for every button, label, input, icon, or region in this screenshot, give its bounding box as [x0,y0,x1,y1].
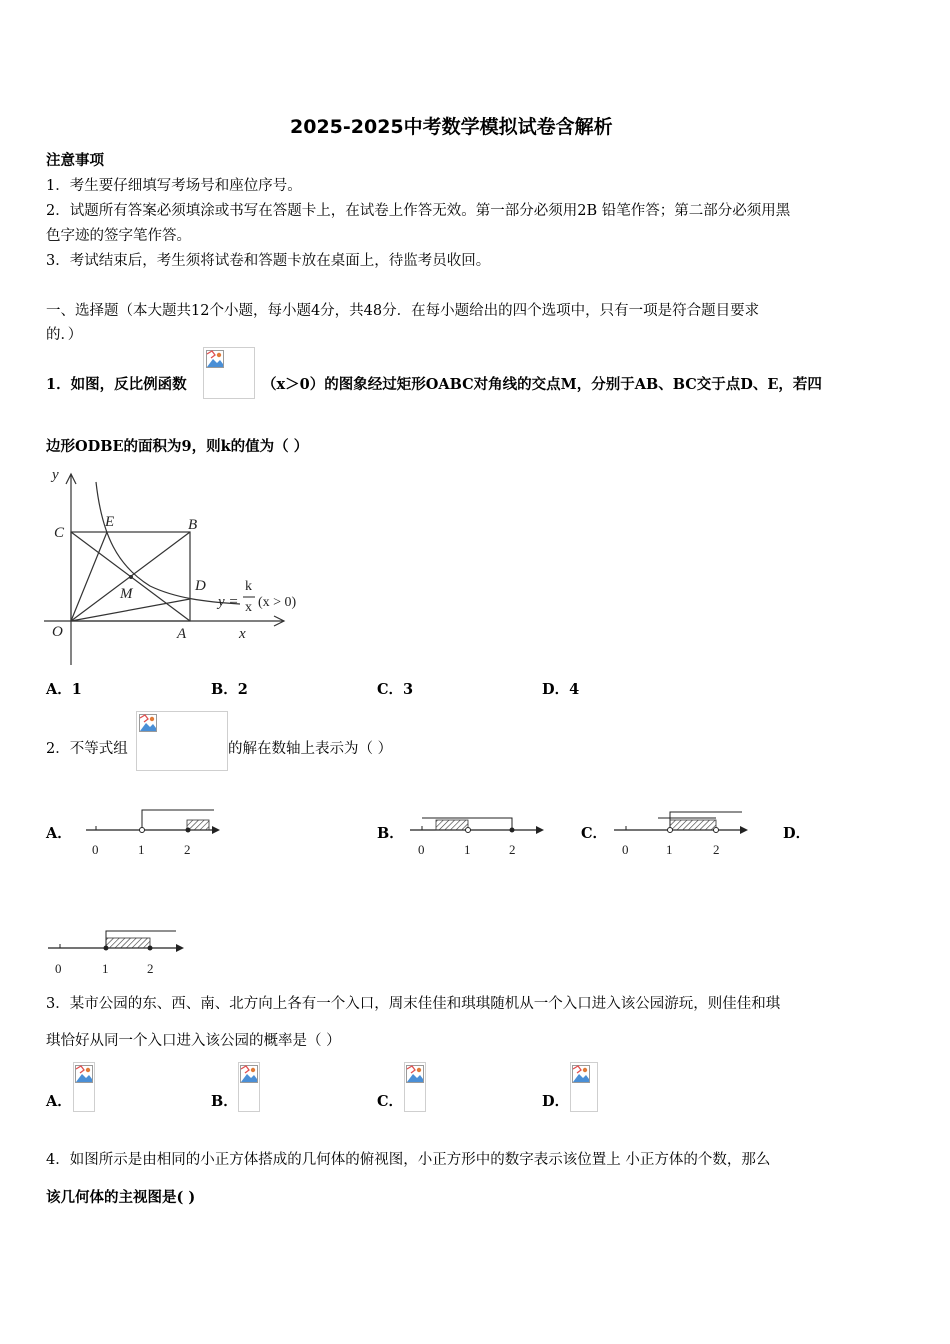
q3-text-line2: 琪恰好从同一个入口进入该公园的概率是（ ） [46,1033,341,1049]
tick-label: 1 [666,842,673,857]
tick-label: 0 [92,842,99,857]
label-d: D [195,578,206,594]
formula-image [73,1062,95,1112]
notice-heading: 注意事项 [46,152,104,169]
broken-image-icon [240,1065,258,1083]
label-e: E [105,514,115,530]
q2-option-c: C． [581,825,608,842]
broken-image-icon [406,1065,424,1083]
notice-item: 2．试题所有答案必须填涂或书写在答题卡上，在试卷上作答无效。第一部分必须用2B 铅笔作答；第二部分必须用黑 [46,203,791,219]
formula-image [136,711,228,771]
equation-domain: (x > 0) [258,595,297,610]
label-c: C [54,525,65,541]
q1-option-a: A．1 [46,681,82,698]
notice-item: 色字迹的签字笔作答。 [46,228,191,244]
q4-text-line2: 该几何体的主视图是( ) [46,1189,196,1206]
number-line-a [84,804,226,860]
tick-label: 2 [509,842,516,857]
q2-option-a: A． [46,825,72,842]
q2-option-d: D． [783,825,811,842]
q3-text: 3．某市公园的东、西、南、北方向上各有一个入口，周末佳佳和琪琪随机从一个入口进入该公园游玩，则佳佳和琪 [46,996,781,1012]
tick-label: 0 [622,842,629,857]
broken-image-icon [206,350,224,368]
point-m [129,575,133,579]
equation-lhs: y = [218,594,239,610]
section-heading: 一、选择题（本大题共12个小题，每小题4分，共48分．在每小题给出的四个选项中，只有一项是符合题目要求 [46,303,760,319]
tick-label: 1 [102,961,109,976]
axis-label-y: y [52,467,59,483]
label-m: M [120,586,133,602]
q1-text-cont: （x＞0）的图象经过矩形OABC对角线的交点M，分别于AB、BC交于点D、E，若四 [262,376,822,393]
q2-option-b: B． [377,825,404,842]
number-line-b [408,804,550,860]
tick-label: 1 [464,842,471,857]
q3-option-a: A． [46,1093,72,1110]
formula-image [203,347,255,399]
number-line-d [46,926,191,982]
equation-numerator: k [245,579,252,594]
page-title: 2025-2025中考数学模拟试卷含解析 [290,116,613,138]
broken-image-icon [139,714,157,732]
formula-image [238,1062,260,1112]
broken-image-icon [75,1065,93,1083]
tick-label: 2 [184,842,191,857]
q1-text-line2: 边形ODBE的面积为9，则k的值为（ ） [46,438,309,455]
number-line-c [612,804,754,860]
formula-image [404,1062,426,1112]
q1-text: 1．如图，反比例函数 [46,376,187,393]
q2-text: 2．不等式组 [46,741,128,757]
section-heading-cont: 的．） [46,327,83,343]
q3-option-b: B． [211,1093,238,1110]
q3-option-c: C． [377,1093,404,1110]
tick-label: 2 [713,842,720,857]
label-o: O [52,624,63,640]
q1-option-c: C．3 [377,681,414,698]
notice-item: 1．考生要仔细填写考场号和座位序号。 [46,178,302,194]
notice-item: 3．考试结束后，考生须将试卷和答题卡放在桌面上，待监考员收回。 [46,253,491,269]
tick-label: 1 [138,842,145,857]
q2-text-cont: 的解在数轴上表示为（ ） [228,741,393,757]
q1-option-b: B．2 [211,681,248,698]
tick-label: 2 [147,961,154,976]
tick-label: 0 [55,961,62,976]
broken-image-icon [572,1065,590,1083]
q3-option-d: D． [542,1093,570,1110]
tick-label: 0 [418,842,425,857]
equation-denominator: x [245,600,252,615]
label-b: B [188,517,198,533]
q1-figure [40,466,320,668]
formula-image [570,1062,598,1112]
q4-text: 4．如图所示是由相同的小正方体搭成的几何体的俯视图，小正方形中的数字表示该位置上 小正方体的个数，那么 [46,1152,771,1168]
label-a: A [177,626,187,642]
axis-label-x: x [239,626,246,642]
q1-option-d: D．4 [542,681,580,698]
